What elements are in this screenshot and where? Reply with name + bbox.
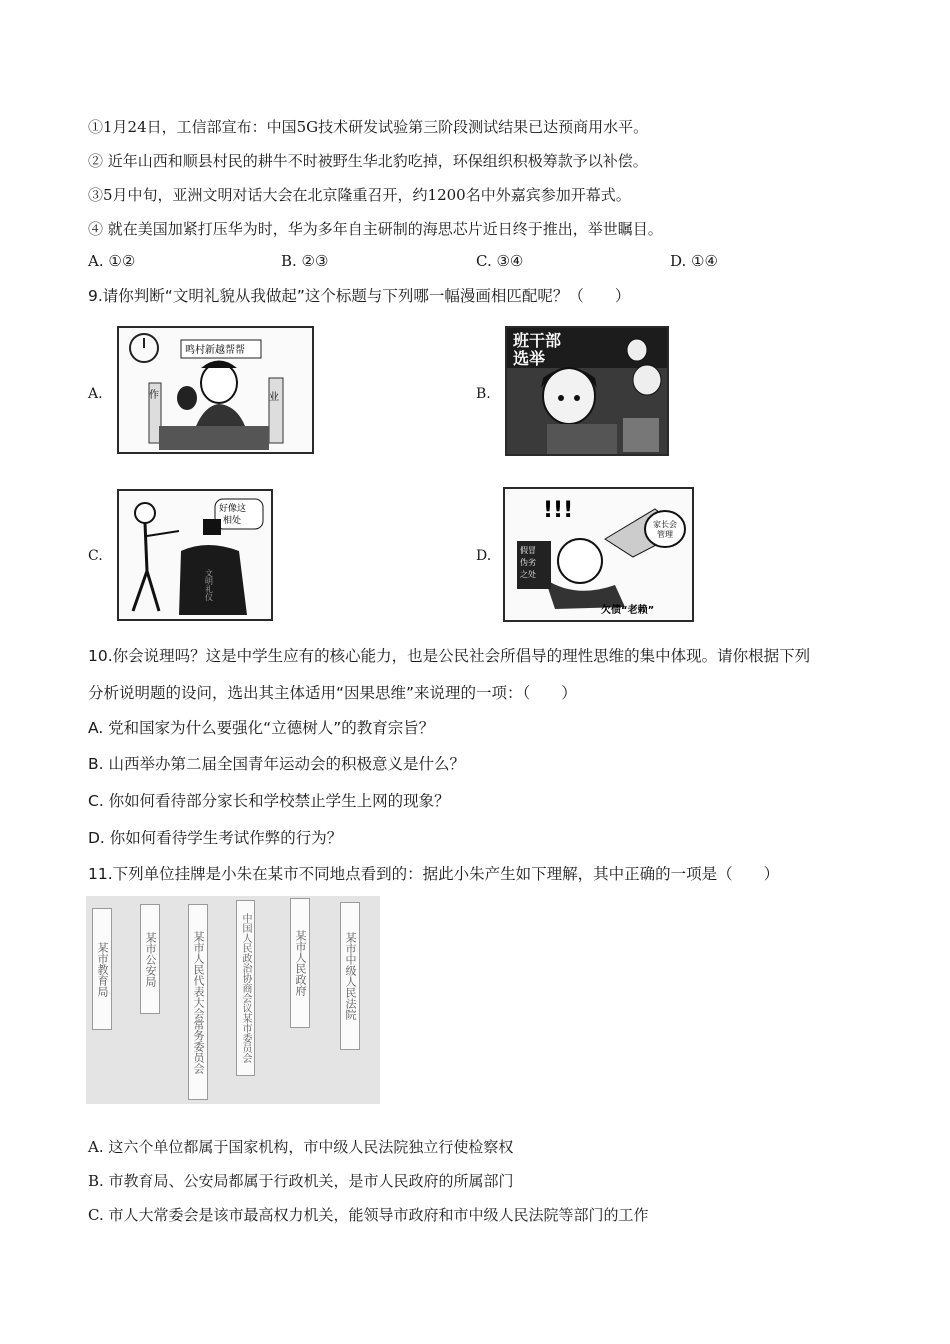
comic-d-drawing [505,489,692,620]
comic-b-title-2: 选举 [513,349,546,368]
q9-label-a: A. [88,386,103,402]
comic-a-banner: 鸣村新越帮帮 [185,345,245,356]
q8-item-3: ③5月中旬，亚洲文明对话大会在北京隆重召开，约1200名中外嘉宾参加开幕式。 [88,186,631,204]
plaque-cppcc-committee: 中国人民政治协商会议某市委员会 [236,900,255,1076]
q10-option-d: D. 你如何看待学生考试作弊的行为？ [88,829,343,847]
comic-d-sign-3: 之处 [520,570,536,579]
q8-item-4: ④ 就在美国加紧打压华为时，华为多年自主研制的海思芯片近日终于推出，举世瞩目。 [88,220,663,238]
q9-label-d: D. [476,548,492,564]
q10-question-line2: 分析说明题的设问，选出其主体适用“因果思维”来说理的一项：（ ） [88,684,577,702]
q11-option-b: B. 市教育局、公安局都属于行政机关，是市人民政府的所属部门 [88,1172,514,1190]
comic-d-sign-2: 伪劣 [520,558,536,567]
q10-option-b: B. 山西举办第二届全国青年运动会的积极意义是什么？ [88,755,465,773]
q9-label-c: C. [88,548,103,564]
q11-option-c: C. 市人大常委会是该市最高权力机关，能领导市政府和市中级人民法院等部门的工作 [88,1206,649,1224]
q11-question: 11.下列单位挂牌是小朱在某市不同地点看到的：据此小朱产生如下理解，其中正确的一项是（ ） [88,865,780,883]
plaque-municipal-government: 某市人民政府 [290,898,310,1028]
plaque-education-bureau: 某市教育局 [92,908,112,1030]
plaque-public-security-bureau: 某市公安局 [140,904,160,1014]
comic-a-left-text: 作 [149,390,159,401]
q11-option-a: A. 这六个单位都属于国家机构，市中级人民法院独立行使检察权 [88,1138,514,1156]
comic-d [503,487,694,622]
q8-item-1: ①1月24日，工信部宣布：中国5G技术研发试验第三阶段测试结果已达预商用水平。 [88,118,649,136]
comic-d-sign-1: 假冒 [520,546,536,555]
q8-option-a: A. ①② [88,252,136,270]
q10-option-a: A. 党和国家为什么要强化“立德树人”的教育宗旨？ [88,719,435,737]
q8-option-b: B. ②③ [281,252,329,270]
comic-c-drawing [119,491,271,619]
q8-option-c: C. ③④ [476,252,524,270]
plaque-intermediate-court: 某市中级人民法院 [340,902,360,1050]
comic-c [117,489,273,621]
comic-c-bubble-1: 好像这 [219,504,247,514]
q10-option-c: C. 你如何看待部分家长和学校禁止学生上网的现象？ [88,792,450,810]
q9-label-b: B. [476,386,491,402]
comic-a-right-text: 业 [269,392,279,403]
q11-plaques-photo [86,896,380,1104]
comic-d-caption: 欠债“老赖” [601,605,655,616]
comic-b [505,326,669,456]
comic-b-drawing [507,328,667,454]
comic-b-title-1: 班干部 [513,331,562,350]
comic-a-drawing [119,328,312,452]
comic-c-bubble-2: 相处 [223,516,242,526]
comic-d-tag-1: 家长会 [653,520,677,529]
q10-question-line1: 10.你会说理吗？这是中学生应有的核心能力，也是公民社会所倡导的理性思维的集中体现。请你根据下列 [88,647,811,665]
comic-a [117,326,314,454]
q8-item-2: ② 近年山西和顺县村民的耕牛不时被野生华北豹吃掉，环保组织积极筹款予以补偿。 [88,152,648,170]
q9-question: 9.请你判断“文明礼貌从我做起”这个标题与下列哪一幅漫画相匹配呢？（ ） [88,287,631,305]
comic-c-shirt-text: 文明礼仪 [204,569,214,601]
comic-d-tag-2: 管理 [657,530,673,539]
q8-option-d: D. ①④ [670,252,718,270]
comic-d-marks: !!! [543,498,574,523]
plaque-peoples-congress-committee: 某市人民代表大会常务委员会 [188,904,208,1100]
